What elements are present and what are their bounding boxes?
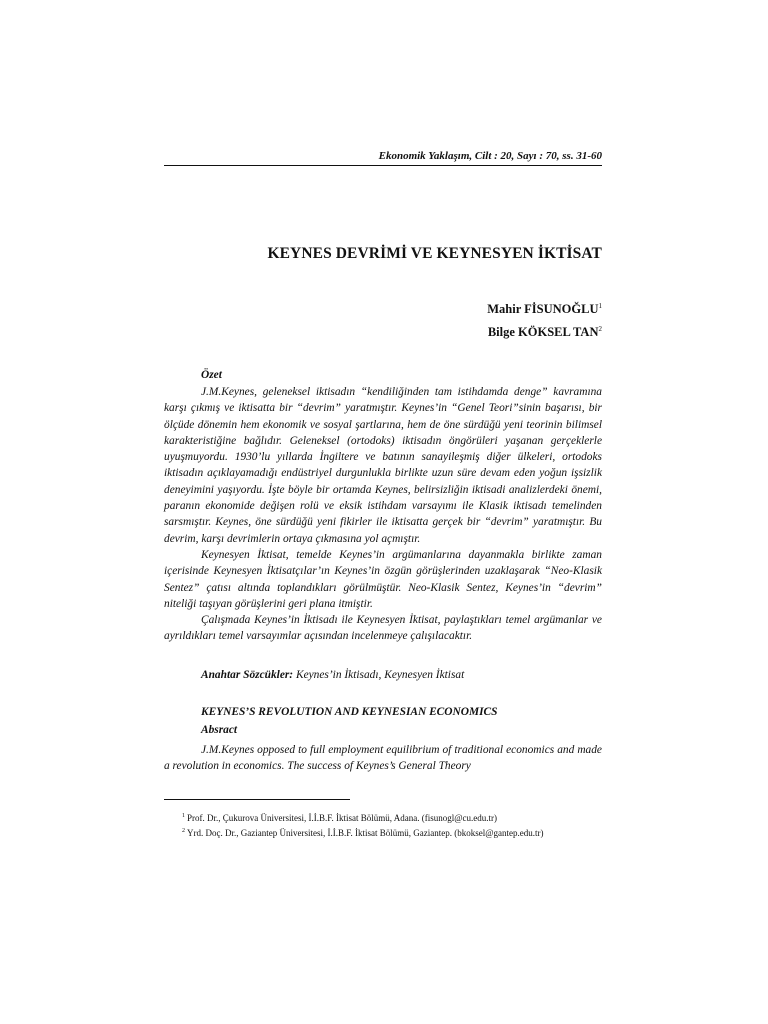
english-abstract-paragraph: J.M.Keynes opposed to full employment equilibrium of traditional economics and made a revolution in economics. The success of Keynes’s General Theory <box>164 744 602 773</box>
footnote-2 <box>182 826 543 839</box>
author-1-footnote-mark: 1 <box>598 302 602 310</box>
abstract-paragraph-2: Keynesyen İktisat, temelde Keynes’in argümanlarına dayanmakla birlikte zaman içerisinde Keynesyen İktisatçılar’ın Keynes’in özgün görüşlerinden uzaklaşarak “Neo-Klasik Sentez” çatısı altında toplandıkları görülmüştür. Neo-Klasik Sentez, Keynes’in “devrim” niteliği taşıyan görüşlerini geri plana itmiştir. <box>164 548 602 610</box>
abstract-paragraph-1: J.M.Keynes, geleneksel iktisadın “kendiliğinden tam istihdamda denge” kavramına karşı çıkmış ve iktisatta bir “devrim” yaratmıştır. Keynes’in “Genel Teori”sinin başarısı, bir ölçüde dönemin hem ekonomik ve sosyal şartlarına, hem de öne sürdüğü yeni teorinin bilimsel karakteristiğine bağlıdır. Geleneksel (ortodoks) iktisadın öngörüleri yaşanan gerçeklerle uyuşmuyordu. 1930’lu yıllarda İngiltere ve batının sanayileşmiş diğer ülkeleri, ortodoks iktisadın açıklayamadığı endüstriyel durgunlukla birlikte uzun süre devam eden yoğun işsizlik deneyimini yaşıyordu. İşte böyle bir ortamda Keynes, belirsizliğin iktisadi analizlerdeki önemi, paranın ekonomide değişen rolü ve eksik istihdam varsayımı ile Klasik iktisadı temelinden sarsmıştır. Keynes, öne sürdüğü yeni fikirler ile iktisatta gerçek bir “devrim” yaratmıştır. Bu devrim, karşı devrimlerin ortaya çıkmasına yol açmıştır. <box>164 386 602 545</box>
keywords-line <box>201 669 464 681</box>
author-1 <box>487 302 602 317</box>
journal-running-header: Ekonomik Yaklaşım, Cilt : 20, Sayı : 70, ss. 31-60 <box>164 150 602 166</box>
keywords-text: Keynes’in İktisadı, Keynesyen İktisat <box>295 669 465 681</box>
author-2-footnote-mark: 2 <box>598 325 602 333</box>
author-1-name: Mahir FİSUNOĞLU <box>487 302 599 317</box>
footnote-2-text: Yrd. Doç. Dr., Gaziantep Üniversitesi, İ.İ.B.F. İktisat Bölümü, Gaziantep. (bkoksel@gantep.edu.tr) <box>187 828 544 838</box>
keywords-label: Anahtar Sözcükler: <box>201 669 294 681</box>
footnote-2-mark: 2 <box>182 828 185 834</box>
paper-title: KEYNES DEVRİMİ VE KEYNESYEN İKTİSAT <box>267 245 602 262</box>
footnote-1-mark: 1 <box>182 813 185 819</box>
english-abstract-heading: Absract <box>201 724 238 736</box>
footnote-1-text: Prof. Dr., Çukurova Üniversitesi, İ.İ.B.F. İktisat Bölümü, Adana. (fisunogl@cu.edu.tr) <box>187 813 498 823</box>
ozet-heading: Özet <box>201 369 222 381</box>
turkish-abstract <box>164 384 602 645</box>
english-abstract <box>164 742 602 775</box>
author-2-name: Bilge KÖKSEL TAN <box>487 325 599 340</box>
footnote-divider <box>164 799 350 800</box>
abstract-paragraph-3: Çalışmada Keynes’in İktisadı ile Keynesyen İktisat, paylaştıkları temel argümanlar ve ayrıldıkları temel varsayımlar açısından incelenmeye çalışılacaktır. <box>164 614 602 643</box>
english-title: KEYNES’S REVOLUTION AND KEYNESIAN ECONOMICS <box>201 706 498 718</box>
author-2 <box>488 325 602 340</box>
footnote-1 <box>182 811 497 824</box>
